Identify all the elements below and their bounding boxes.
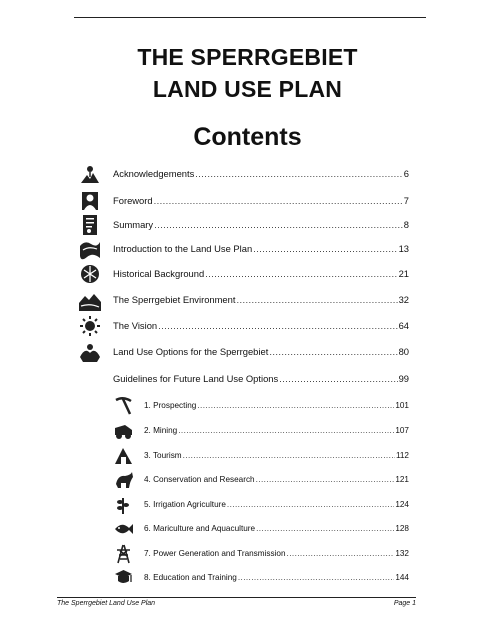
portrait-icon	[79, 190, 101, 212]
dot-leader	[236, 294, 397, 306]
hands-icon	[79, 341, 101, 363]
toc-entry-page: 99	[398, 373, 409, 384]
crop-icon	[113, 494, 134, 515]
toc-entry-page: 64	[398, 320, 409, 331]
footer-rule	[57, 597, 416, 598]
toc-subentry[interactable]	[113, 494, 409, 518]
toc-subentry-page: 144	[395, 573, 409, 582]
toc-subentry-label: 3. Tourism	[144, 451, 182, 460]
education-icon	[113, 567, 134, 588]
dot-leader	[279, 373, 397, 385]
dot-leader	[178, 425, 394, 436]
toc-subentry[interactable]	[113, 420, 409, 444]
contents-heading: Contents	[193, 123, 302, 151]
fish-icon	[113, 518, 134, 539]
toc-entry-page: 32	[398, 294, 409, 305]
toc-subentry[interactable]	[113, 518, 409, 542]
toc-subentry-label: 1. Prospecting	[144, 401, 197, 410]
toc-entry-label: Guidelines for Future Land Use Options	[113, 373, 279, 384]
toc-subentry-page: 112	[395, 451, 409, 460]
footer-document-title: The Sperrgebiet Land Use Plan	[57, 600, 156, 607]
toc-entry-label: Historical Background	[113, 268, 205, 279]
toc-entry[interactable]	[79, 238, 409, 262]
toc-subentry-page: 121	[395, 475, 409, 484]
document-icon	[79, 214, 101, 236]
toc-subentry-page: 132	[395, 549, 409, 558]
dot-leader	[183, 450, 395, 461]
toc-subentry-label: 6. Mariculture and Aquaculture	[144, 524, 256, 533]
dot-leader	[287, 548, 395, 559]
dot-leader	[158, 320, 397, 332]
toc-subentry[interactable]	[113, 469, 409, 493]
toc-subentry-label: 4. Conservation and Research	[144, 475, 255, 484]
toc-entry-page: 6	[403, 168, 409, 179]
dot-leader	[227, 499, 394, 510]
toc-entry[interactable]	[79, 190, 409, 214]
document-title-line-2: LAND USE PLAN	[152, 76, 343, 102]
sun-icon	[79, 315, 101, 337]
animal-icon	[113, 469, 134, 490]
toc-subentry[interactable]	[113, 567, 409, 591]
plant-in-hands-icon	[79, 163, 101, 185]
toc-subentry[interactable]	[113, 445, 409, 469]
toc-entry-page: 21	[398, 268, 409, 279]
dot-leader	[253, 243, 397, 255]
dot-leader	[197, 400, 394, 411]
toc-subentry-page: 107	[395, 426, 409, 435]
toc-entry[interactable]	[79, 289, 409, 313]
toc-entry-page: 7	[403, 195, 409, 206]
toc-subentry-label: 5. Irrigation Agriculture	[144, 500, 226, 509]
footer-page-number: Page 1	[393, 600, 416, 607]
toc-entry-label: The Vision	[113, 320, 158, 331]
dot-leader	[256, 523, 394, 534]
power-pylon-icon	[113, 543, 134, 564]
pickaxe-icon	[113, 395, 134, 416]
toc-subentry-label: 8. Education and Training	[144, 573, 237, 582]
map-icon	[79, 238, 101, 260]
toc-subentry[interactable]	[113, 395, 409, 419]
toc-entry-page: 80	[398, 346, 409, 357]
toc-subentry-page: 124	[395, 500, 409, 509]
toc-entry-page: 13	[398, 243, 409, 254]
toc-subentry[interactable]	[113, 543, 409, 567]
toc-entry[interactable]	[79, 315, 409, 339]
dot-leader	[205, 268, 397, 280]
history-icon	[79, 263, 101, 285]
header-rule	[74, 17, 426, 18]
toc-entry[interactable]	[79, 163, 409, 187]
dot-leader	[269, 346, 397, 358]
landscape-icon	[79, 289, 101, 311]
dot-leader	[154, 195, 403, 207]
toc-subentry-page: 101	[395, 401, 409, 410]
tourism-icon	[113, 445, 134, 466]
dot-leader	[195, 168, 402, 180]
dot-leader	[238, 572, 394, 583]
document-title-line-1: THE SPERRGEBIET	[137, 44, 358, 70]
mining-truck-icon	[113, 420, 134, 441]
toc-entry-label: Introduction to the Land Use Plan	[113, 243, 253, 254]
toc-subentry-label: 2. Mining	[144, 426, 178, 435]
toc-entry[interactable]	[79, 341, 409, 365]
toc-entry-label: Acknowledgements	[113, 168, 195, 179]
toc-entry-page: 8	[403, 219, 409, 230]
toc-entry[interactable]	[79, 214, 409, 238]
toc-entry-label: The Sperrgebiet Environment	[113, 294, 236, 305]
dot-leader	[256, 474, 395, 485]
toc-entry-label: Foreword	[113, 195, 153, 206]
toc-subentry-page: 128	[395, 524, 409, 533]
toc-entry-label: Land Use Options for the Sperrgebiet	[113, 346, 269, 357]
toc-subentry-label: 7. Power Generation and Transmission	[144, 549, 286, 558]
toc-entry-label: Summary	[113, 219, 154, 230]
toc-entry[interactable]	[79, 263, 409, 287]
dot-leader	[154, 219, 403, 231]
toc-entry[interactable]	[79, 368, 409, 392]
